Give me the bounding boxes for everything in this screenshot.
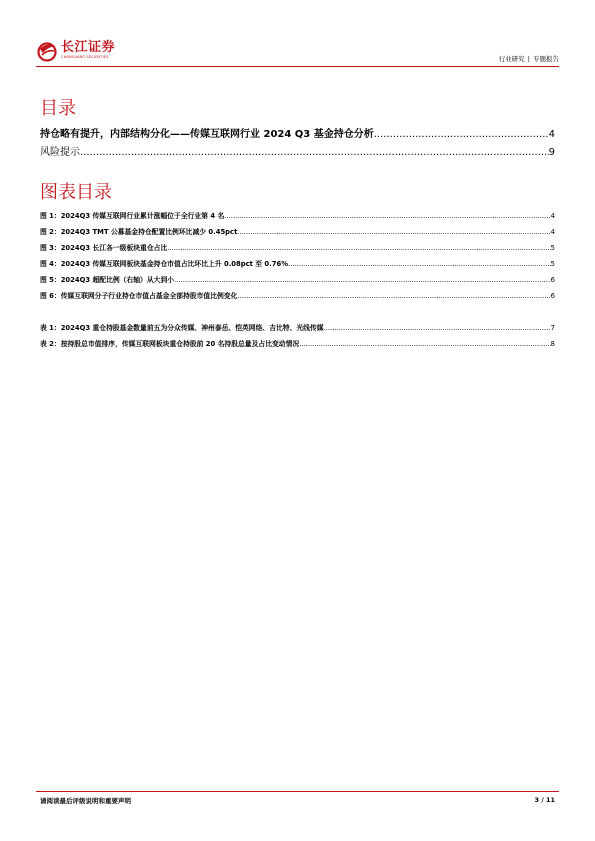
brand-name-en: CHANGJIANG SECURITIES	[61, 55, 109, 59]
toc-entry-page: 4	[548, 129, 555, 140]
brand-logo	[36, 40, 115, 62]
table-entry[interactable]	[40, 324, 555, 333]
figure-entry-page: 5	[550, 244, 555, 252]
category-separator: |	[527, 55, 530, 63]
table-entry-text: 表 2：按持股总市值排序，传媒互联网板块重仓持股前 20 名持股总量及占比变动情况	[40, 340, 300, 348]
dot-leader	[167, 244, 550, 253]
page-number	[535, 796, 555, 804]
figure-entry[interactable]	[40, 292, 555, 301]
toc-entry[interactable]	[40, 128, 555, 142]
figure-entry-text: 图 2：2024Q3 TMT 公募基金持仓配置比例环比减少 0.45pct	[40, 228, 238, 236]
dot-leader	[324, 324, 551, 333]
toc-title: 目录	[40, 98, 76, 119]
footer-divider	[36, 791, 559, 792]
figure-entry-text: 图 6：传媒互联网分子行业持仓市值占基金全部持股市值比例变化	[40, 292, 238, 300]
dot-leader	[374, 128, 549, 142]
table-entry-text: 表 1：2024Q3 重仓持股基金数量前五为分众传媒、神州泰岳、恺英网络、吉比特、光线传媒	[40, 324, 324, 332]
table-entry[interactable]	[40, 340, 555, 349]
figure-entry-page: 6	[550, 292, 555, 300]
figure-entry[interactable]	[40, 260, 555, 269]
figure-entry-text: 图 1：2024Q3 传媒互联网行业累计涨幅位于全行业第 4 名	[40, 212, 225, 220]
dot-leader	[80, 146, 549, 160]
report-type-label: 专题报告	[533, 55, 559, 63]
figure-entry[interactable]	[40, 276, 555, 285]
page-header	[36, 40, 559, 66]
report-category	[499, 54, 559, 63]
dot-leader	[224, 212, 550, 221]
figure-entry[interactable]	[40, 228, 555, 237]
toc-entry-text: 持仓略有提升，内部结构分化——传媒互联网行业 2024 Q3 基金持仓分析	[40, 129, 374, 140]
figure-entry-page: 4	[550, 212, 555, 220]
table-entry-page: 8	[550, 340, 555, 348]
dot-leader	[237, 292, 550, 301]
figure-list-title: 图表目录	[40, 182, 112, 203]
page-current: 3	[534, 796, 540, 804]
figure-entry-text: 图 3：2024Q3 长江各一级板块重仓占比	[40, 244, 168, 252]
category-label: 行业研究	[498, 55, 525, 63]
table-entry-page: 7	[550, 324, 555, 332]
figure-entry[interactable]	[40, 212, 555, 221]
toc-entry[interactable]	[40, 146, 555, 160]
dot-leader	[288, 260, 551, 269]
figure-entry-text: 图 4：2024Q3 传媒互联网板块基金持仓市值占比环比上升 0.08pct 至 0.76%	[40, 260, 289, 268]
dot-leader	[299, 340, 550, 349]
brand-name-cn: 长江证券	[61, 40, 116, 55]
brand-logo-icon	[36, 40, 58, 62]
dot-leader	[174, 276, 551, 285]
header-divider	[36, 66, 559, 67]
figure-entry-page: 6	[550, 276, 555, 284]
toc-entry-text: 风险提示	[40, 147, 80, 158]
figure-entry-page: 5	[550, 260, 555, 268]
toc-entry-page: 9	[548, 147, 555, 158]
dot-leader	[237, 228, 550, 237]
figure-entry[interactable]	[40, 244, 555, 253]
page-total: 11	[545, 796, 555, 804]
figure-entry-page: 4	[550, 228, 555, 236]
page-separator: /	[541, 796, 544, 804]
figure-entry-text: 图 5：2024Q3 超配比例（右轴）从大到小	[40, 276, 175, 284]
footer-disclaimer: 请阅读最后评级说明和重要声明	[40, 797, 131, 805]
